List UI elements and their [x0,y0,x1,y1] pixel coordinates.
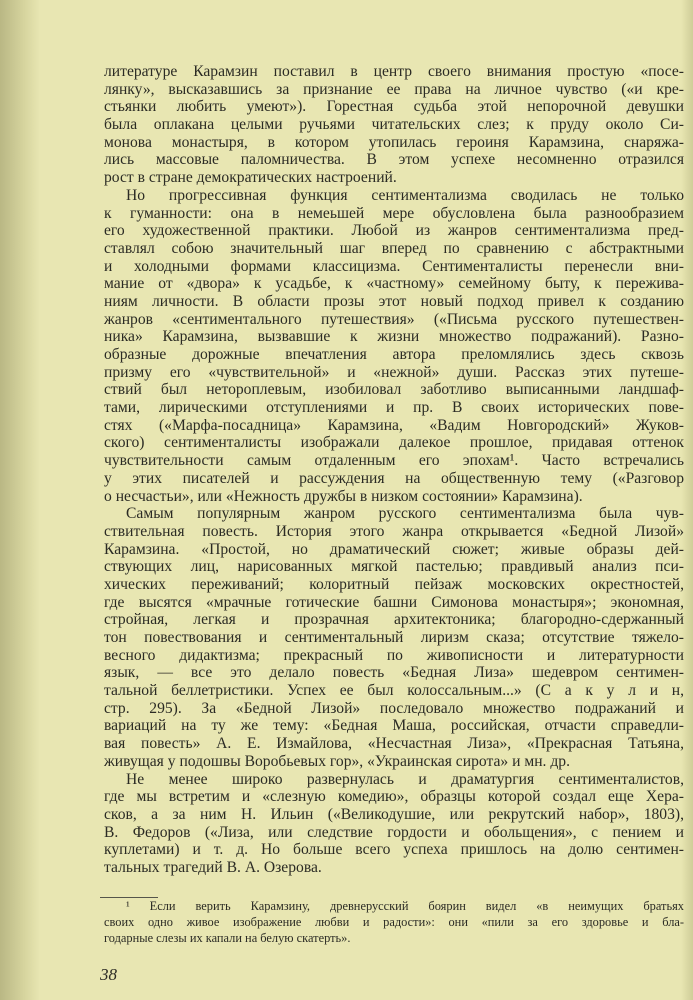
text-line: вая повесть» А. Е. Измайлова, «Несчастная Лиза», «Прекрасная Татьяна, [104,735,684,753]
footnote [104,898,684,946]
text-line: где мы встретим и «слезную комедию», образцы которой создал еще Хера- [104,788,684,806]
text-line: лянку», высказавшись за признание ее права на личное чувство («и кре- [104,80,684,98]
footnote-line: своих одно живое изображение любви и радости»: они «пили за его здоровье и бла- [104,915,684,929]
text-line: ствующих лиц, нарисованных мягкой пастелью; правдивый анализ пси- [104,558,684,576]
text-line: его художественной практики. Любой из жанров сентиментализма пред- [104,222,684,240]
text-line: призму его «чувствительной» и «нежной» души. Рассказ этих путеше- [104,363,684,381]
text-line: ниям личности. В области прозы этот новый подход привел к созданию [104,292,684,310]
text-line: стройная, легкая и прозрачная архитектоника; благородно-сдержанный [104,611,684,629]
text-line: лись массовые паломничества. В этом успехе несомненно отразился [104,151,684,169]
text-line: о несчастьи», или «Нежность дружбы в низком состоянии» Карамзина). [104,487,583,505]
text-line: у этих писателей и рассуждения на общественную тему («Разговор [104,469,684,487]
text-line: рост в стране демократических настроений. [104,169,397,187]
text-line: мание от «двора» к усадьбе, к «частному» семейному быту, к пережива- [104,275,684,293]
text-line: стр. 295). За «Бедной Лизой» последовало множество подражаний и [104,699,684,717]
text-line: язык, — все это делало повесть «Бедная Лиза» шедевром сентимен- [104,664,684,682]
text-line: тон повествования и сентиментальный лиризм сказа; отсутствие тяжело- [104,629,684,646]
text-line: Не менее широко развернулась и драматургия сентименталистов, [126,770,684,788]
page-number: 38 [100,965,117,984]
text-line: была оплакана целыми ручьями читательских слез; к пруду около Си- [104,116,684,134]
text-line: тальной беллетристики. Успех ее был колоссальным...» (С а к у л и н, [104,682,684,700]
footnote-line: годарные слезы их капали на белую скатерть». [104,931,351,945]
text-line: к гуманности: она в немеьшей мере обусловлена была разнообразием [104,204,684,222]
footnote-line: ¹ Если верить Карамзину, древнерусский боярин видел «в неимущих братьях [126,899,684,913]
text-line: тами, лирическими отступлениями и пр. В своих исторических пове- [104,399,684,417]
text-line: ника» Карамзина, вызвавшие к жизни множество подражаний). Разно- [104,328,684,346]
text-line: весного дидактизма; прекрасный по живописности и литературности [104,646,684,664]
text-line: чувствительности самым отдаленным его эпохам¹. Часто встречались [104,452,684,470]
text-line: тальных трагедий В. А. Озерова. [104,858,322,876]
text-line: где высятся «мрачные готические башни Симонова монастыря»; экономная, [104,593,684,611]
text-line: Самым популярным жанром русского сентиментализма была чув- [126,505,684,523]
page-gutter-shadow [0,0,40,1000]
text-line: жанров «сентиментального путешествия» («Письма русского путешествен- [104,310,684,328]
text-line: образные дорожные впечатления автора преломлялись здесь сквозь [104,346,684,363]
text-line: стях («Марфа-посадница» Карамзина, «Вадим Новгородский» Жуков- [104,416,684,434]
text-line: В. Федоров («Лиза, или следствие гордости и обольщения», с пением и [104,823,684,841]
text-line: сков, а за ним Н. Ильин («Великодушие, или рекрутский набор», 1803), [104,805,684,823]
text-line: хических переживаний; колоритный пейзаж московских окрестностей, [104,575,684,593]
text-line: куплетами) и т. д. Но больше всего успеха пришлось на долю сентимен- [104,841,684,859]
text-line: Карамзина. «Простой, но драматический сюжет; живые образы дей- [104,540,684,558]
text-line: ского) сентименталисты изображали далекое прошлое, придавая оттенок [104,434,684,452]
text-line: ставлял собою значительный шаг вперед по сравнению с абстрактными [104,239,684,257]
body-text [104,63,684,877]
text-line: монова монастыря, в котором утопилась героиня Карамзина, снаряжа- [104,133,684,151]
text-line: ствий был нетороплевым, изобиловал заботливо выписанными ландшаф- [104,381,684,399]
text-line: ствительная повесть. История этого жанра открывается «Бедной Лизой» [104,522,684,540]
text-line: и холодными формами классицизма. Сентименталисты перенесли вни- [104,257,684,275]
text-line: вариаций на ту же тему: «Бедная Маша, российская, отчасти справедли- [104,717,684,735]
text-line: Но прогрессивная функция сентиментализма сводилась не только [126,186,684,204]
text-line: стьянки любить умеют»). Горестная судьба этой непорочной девушки [104,98,684,116]
text-line: живущая у подошвы Воробьевых гор», «Украинская сирота» и мн. др. [104,752,570,770]
text-line: литературе Карамзин поставил в центр своего внимания простую «посе- [104,63,684,80]
